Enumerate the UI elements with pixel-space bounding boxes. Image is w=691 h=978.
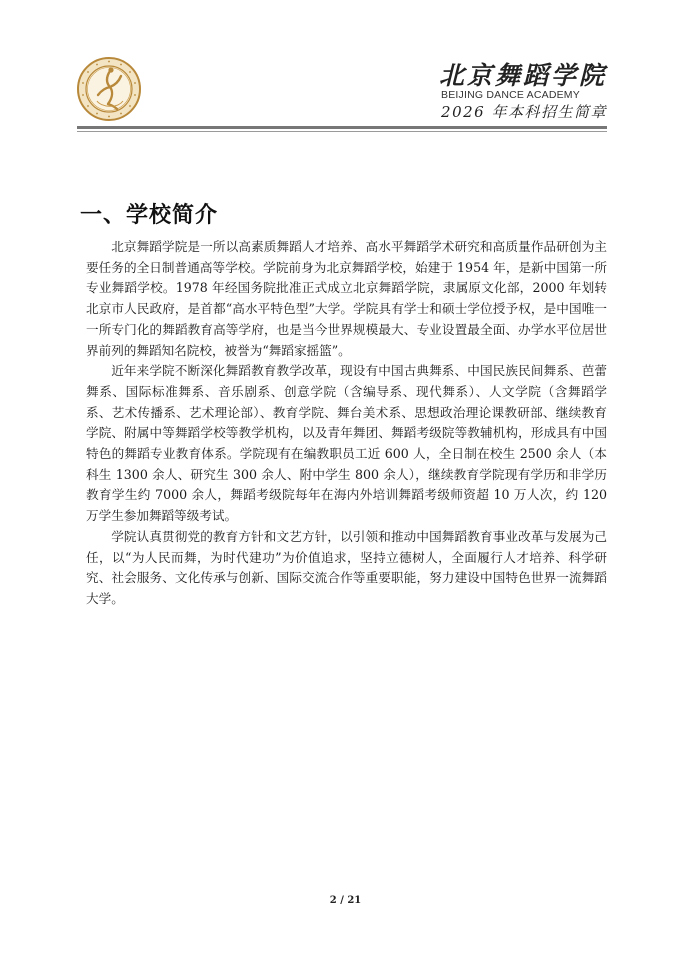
- paragraph-intro: 北京舞蹈学院是一所以高素质舞蹈人才培养、高水平舞蹈学术研究和高质量作品研创为主要任务的全日制普通高等学校。学院前身为北京舞蹈学校，始建于 1954 年，是新中国第一所专业舞蹈学校。1978 年经国务院批准正式成立北京舞蹈学院，隶属原文化部，2000 年划转北京市人民政府，是首都“高水平特色型”大学。学院具有学士和硕士学位授予权，是中国唯一一所专门化的舞蹈教育高等学府，也是当今世界规模最大、专业设置最全面、办学水平位居世界前列的舞蹈知名院校，被誉为“舞蹈家摇篮”。: [86, 239, 607, 358]
- body-content: [86, 237, 607, 610]
- page-number: 2 / 21: [329, 895, 362, 906]
- brand-block: [438, 61, 607, 122]
- brand-english-name: BEIJING DANCE ACADEMY: [440, 89, 580, 101]
- school-emblem-icon: [77, 57, 141, 121]
- header-divider-thin: [77, 131, 607, 132]
- brand-subtitle: 2026 年本科招生简章: [441, 103, 607, 121]
- brand-name: 北京舞蹈学院: [438, 61, 607, 90]
- paragraph-departments: 近年来学院不断深化舞蹈教育教学改革，现设有中国古典舞系、中国民族民间舞系、芭蕾舞系、国际标准舞系、音乐剧系、创意学院（含编导系、现代舞系）、人文学院（含舞蹈学系、艺术传播系、艺术理论部）、教育学院、舞台美术系、思想政治理论课教研部、继续教育学院、附属中等舞蹈学校等教学机构，以及青年舞团、舞蹈考级院等教辅机构，形成具有中国特色的舞蹈专业教育体系。学院现有在编教职员工近 600 人，全日制在校生 2500 余人（本科生 1300 余人、研究生 300 余人、附中学生 800 余人），继续教育学院现有学历和非学历教育学生约 7000 余人，舞蹈考级院每年在海内外培训舞蹈考级师资超 10 万人次，约 120 万学生参加舞蹈等级考试。: [86, 363, 607, 524]
- section-title: 一、学校简介: [80, 203, 219, 228]
- header-divider-thick: [77, 126, 607, 129]
- paragraph-mission: 学院认真贯彻党的教育方针和文艺方针，以引领和推动中国舞蹈教育事业改革与发展为己任，以“为人民而舞，为时代建功”为价值追求，坚持立德树人，全面履行人才培养、科学研究、社会服务、文化传承与创新、国际交流合作等重要职能，努力建设中国特色世界一流舞蹈大学。: [86, 528, 607, 606]
